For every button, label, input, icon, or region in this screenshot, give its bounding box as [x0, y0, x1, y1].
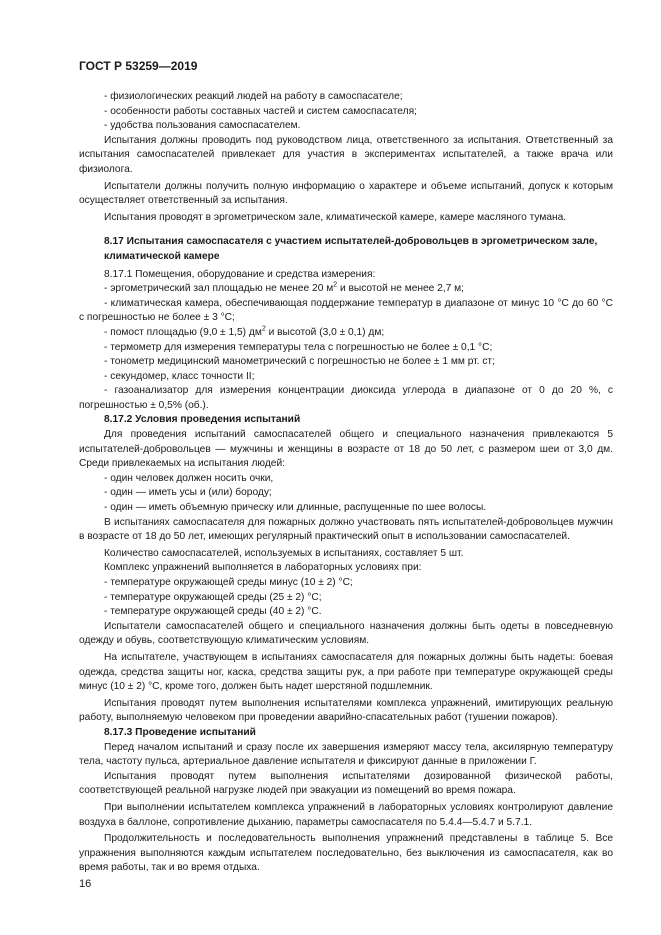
list-item: - температуре окружающей среды (40 ± 2) °C. [104, 606, 322, 618]
paragraph: Испытатели самоспасателей общего и специального назначения должны быть одеты в повседневную одежду и обувь, соответствующую климатическим условиям. [79, 620, 613, 647]
section-heading: 8.17 Испытания самоспасателя с участием испытателей-добровольцев в эргометрическом зале, климатической камере [104, 236, 598, 262]
superscript: 2 [333, 281, 338, 289]
list-item [79, 282, 613, 297]
paragraph: В испытаниях самоспасателя для пожарных должно участвовать пять испытателей-добровольцев мужчин в возрасте от 18 до 50 лет, имеющих регулярный практический опыт в использовании самоспасателей. [79, 516, 613, 543]
paragraph: Испытатели должны получить полную информацию о характере и объеме испытаний, допуск к которым осуществляет ответственный за испытания. [79, 180, 613, 207]
document-body [79, 90, 613, 876]
subsection-heading: 8.17.3 Проведение испытаний [104, 726, 256, 738]
paragraph: Для проведения испытаний самоспасателей общего и специального назначения привлекаются 5 испытателей-добровольцев — мужчины и женщины в возрасте от 18 до 50 лет, с размером шеи от 3,0 дм. Среди привлекаемых на испытания людей: [79, 429, 613, 470]
list-item: - один — иметь усы и (или) бороду; [104, 487, 272, 499]
subsection-heading: 8.17.2 Условия проведения испытаний [104, 414, 301, 426]
paragraph: На испытателе, участвующем в испытаниях самоспасателя для пожарных должны быть надеты: боевая одежда, средства защиты ног, каска, средства защиты рук, а при работе при температуре окружающей среды минус (10 ± 2) °C, кроме того, должен быть надет шерстяной подшлемник. [79, 651, 613, 693]
paragraph: Испытания проводят в эргометрическом зале, климатической камере, камере масляного тумана. [104, 211, 567, 223]
paragraph: 8.17.1 Помещения, оборудование и средства измерения: [104, 268, 376, 280]
page-number: 16 [79, 878, 92, 890]
list-item: - секундомер, класс точности II; [104, 370, 255, 382]
list-item: - газоанализатор для измерения концентрации диоксида углерода в диапазоне от 0 до 20 %, с погрешностью ± 0,5% (об.). [79, 385, 613, 411]
paragraph: Комплекс упражнений выполняется в лабораторных условиях при: [104, 562, 422, 574]
paragraph: Испытания должны проводить под руководством лица, ответственного за испытания. Ответственный за испытания самоспасателей привлекает для участия в экспериментах испытателей, а также врача или физиолога. [79, 134, 613, 175]
paragraph: Испытания проводят путем выполнения испытателями комплекса упражнений, имитирующих реальную работу, выполняемую человеком при проведении аварийно-спасательных работ (тушении пожаров). [79, 697, 613, 724]
paragraph: Испытания проводят путем выполнения испытателями дозированной физической работы, соответствующей реальной нагрузке людей при эвакуации из помещений во время пожара. [79, 770, 613, 797]
list-item: - температуре окружающей среды (25 ± 2) °C; [104, 591, 322, 603]
text-run: - помост площадью (9,0 ± 1,5) дм [104, 326, 262, 338]
list-item: - особенности работы составных частей и систем самоспасателя; [104, 105, 417, 117]
list-item [79, 326, 613, 341]
paragraph: Перед началом испытаний и сразу после их завершения измеряют массу тела, аксилярную температуру тела, частоту пульса, артериальное давление испытателя и фиксируют данные в приложении Г. [79, 741, 613, 768]
paragraph: При выполнении испытателем комплекса упражнений в лабораторных условиях контролируют давление воздуха в баллоне, сопротивление дыханию, параметры самоспасателя по 5.4.4—5.4.7 и 5.7.1. [79, 801, 613, 828]
text-run: и высотой не менее 2,7 м; [337, 283, 465, 295]
list-item: - удобства пользования самоспасателем. [104, 120, 301, 132]
list-item: - физиологических реакций людей на работу в самоспасателе; [104, 91, 403, 102]
list-item: - один человек должен носить очки, [104, 472, 274, 484]
document-header: ГОСТ Р 53259—2019 [79, 59, 198, 73]
text-run: - эргометрический зал площадью не менее 20 м [104, 283, 334, 295]
list-item: - термометр для измерения температуры тела с погрешностью не более ± 0,1 °C; [104, 341, 493, 353]
paragraph: Количество самоспасателей, используемых в испытаниях, составляет 5 шт. [104, 547, 464, 559]
list-item: - климатическая камера, обеспечивающая поддержание температур в диапазоне от минус 10 °C до 60 °C с погрешностью не более ± 3 °C; [79, 297, 613, 324]
list-item: - температуре окружающей среды минус (10 ± 2) °C; [104, 577, 353, 588]
list-item: - один — иметь объемную прическу или длинные, распущенные по шее волосы. [104, 502, 487, 514]
paragraph: Продолжительность и последовательность выполнения упражнений представлены в таблице 5. Все упражнения выполняются каждым испытателем последовательно, без выключения из самоспасателя, как во время работы, так и во время отдыха. [79, 833, 613, 874]
list-item: - тонометр медицинский манометрический с погрешностью не более ± 1 мм рт. ст; [104, 356, 495, 368]
text-run: и высотой (3,0 ± 0,1) дм; [265, 326, 385, 338]
superscript: 2 [261, 325, 266, 333]
